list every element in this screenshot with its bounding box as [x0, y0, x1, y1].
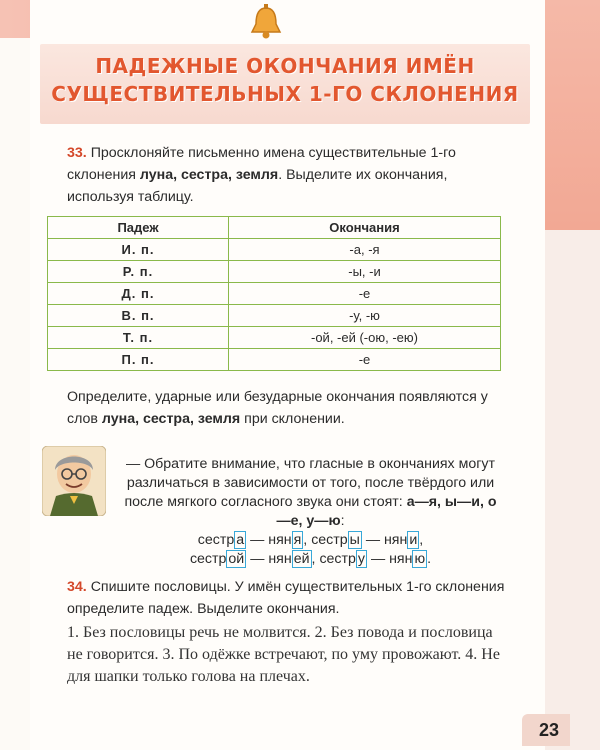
exercise-34	[67, 576, 507, 620]
dash: —	[250, 551, 265, 567]
word-stem: нян	[389, 551, 413, 567]
comma: ,	[303, 532, 308, 548]
highlighted-ending: я	[293, 532, 302, 548]
ending-cell: -а, -я	[229, 239, 501, 261]
exercise-text: Просклоняйте письменно имена существительные 1-го склонения	[67, 145, 456, 183]
highlighted-ending: ой	[228, 551, 245, 567]
highlighted-ending: ей	[293, 551, 310, 567]
page-number: 23	[539, 720, 560, 740]
hint-examples-line-1	[118, 531, 503, 550]
hint-text: — Обратите внимание, что гласные в окончаниях могут различаться в зависимости от того, после твёрдого или после мягкого согласного звука они стоят:	[124, 456, 495, 510]
table-row	[48, 305, 501, 327]
ending-cell: -е	[229, 283, 501, 305]
case-endings-table	[47, 216, 501, 371]
table-header-row	[48, 217, 501, 239]
highlighted-ending: у	[357, 551, 365, 567]
table-header-endings: Окончания	[229, 217, 501, 239]
ending-cell: -е	[229, 349, 501, 371]
hint-examples-line-2	[118, 550, 503, 569]
highlighted-ending: а	[236, 532, 245, 548]
word-stem: сестр	[319, 551, 356, 567]
table-row	[48, 261, 501, 283]
table-header-case: Падеж	[48, 217, 229, 239]
hint-colon: :	[340, 513, 345, 529]
exercise-number: 33.	[67, 145, 87, 161]
ending-cell: -у, -ю	[229, 305, 501, 327]
dash: —	[370, 551, 386, 567]
table-row	[48, 327, 501, 349]
word-stem: сестр	[197, 532, 235, 548]
exercise-text: Спишите пословицы. У имён существительных 1-го склонения определите падеж. Выделите окончания.	[67, 579, 505, 617]
word-stem: нян	[268, 551, 292, 567]
highlighted-ending: и	[409, 532, 418, 548]
teacher-avatar	[42, 446, 106, 516]
comma: ,	[311, 551, 316, 567]
word-stem: нян	[268, 532, 292, 548]
right-decor-band	[545, 0, 600, 230]
case-cell: И. п.	[48, 239, 229, 261]
after-table-bold: луна, сестра, земля	[101, 411, 241, 427]
case-cell: Т. п.	[48, 327, 229, 349]
case-cell: П. п.	[48, 349, 229, 371]
table-row	[48, 349, 501, 371]
table-row	[48, 239, 501, 261]
right-margin	[545, 230, 600, 750]
table-row	[48, 283, 501, 305]
word-stem: нян	[383, 532, 408, 548]
after-table-part1: Определите, ударные или безударные окончания появляются у слов	[67, 389, 488, 427]
ending-cell: -ы, -и	[229, 261, 501, 283]
exercise-text-end: . Выделите их окончания, используя таблицу.	[67, 167, 448, 205]
bell-icon	[246, 2, 286, 42]
case-cell: Д. п.	[48, 283, 229, 305]
ending-cell: -ой, -ей (-ою, -ею)	[229, 327, 501, 349]
highlighted-ending: ы	[349, 532, 360, 548]
page-title	[40, 52, 530, 108]
exercise-33	[67, 142, 507, 208]
after-table-text	[67, 386, 507, 430]
highlighted-ending: ю	[414, 551, 426, 567]
dash: —	[250, 532, 265, 548]
word-stem: сестр	[311, 532, 348, 548]
exercise-number: 34.	[67, 579, 87, 595]
proverbs-text: 1. Без пословицы речь не молвится. 2. Без повода и пословица не говорится. 3. По одёжке встречают, по уму провожают. 4. Не для шапки только голова на плечах.	[67, 624, 500, 685]
hint-block	[118, 455, 503, 569]
title-line-1: ПАДЕЖНЫЕ ОКОНЧАНИЯ ИМЁН	[95, 54, 475, 78]
after-table-part2: при склонении.	[240, 411, 345, 427]
word-stem: сестр	[189, 551, 227, 567]
case-cell: Р. п.	[48, 261, 229, 283]
title-line-2: СУЩЕСТВИТЕЛЬНЫХ 1-ГО СКЛОНЕНИЯ	[51, 82, 519, 106]
hint-pairs: а—я, ы—и, о—е, у—ю	[276, 494, 497, 529]
case-cell: В. п.	[48, 305, 229, 327]
comma: ,	[419, 532, 424, 548]
period: .	[427, 551, 432, 567]
exercise-bold-words: луна, сестра, земля	[139, 167, 279, 183]
dash: —	[365, 532, 380, 548]
